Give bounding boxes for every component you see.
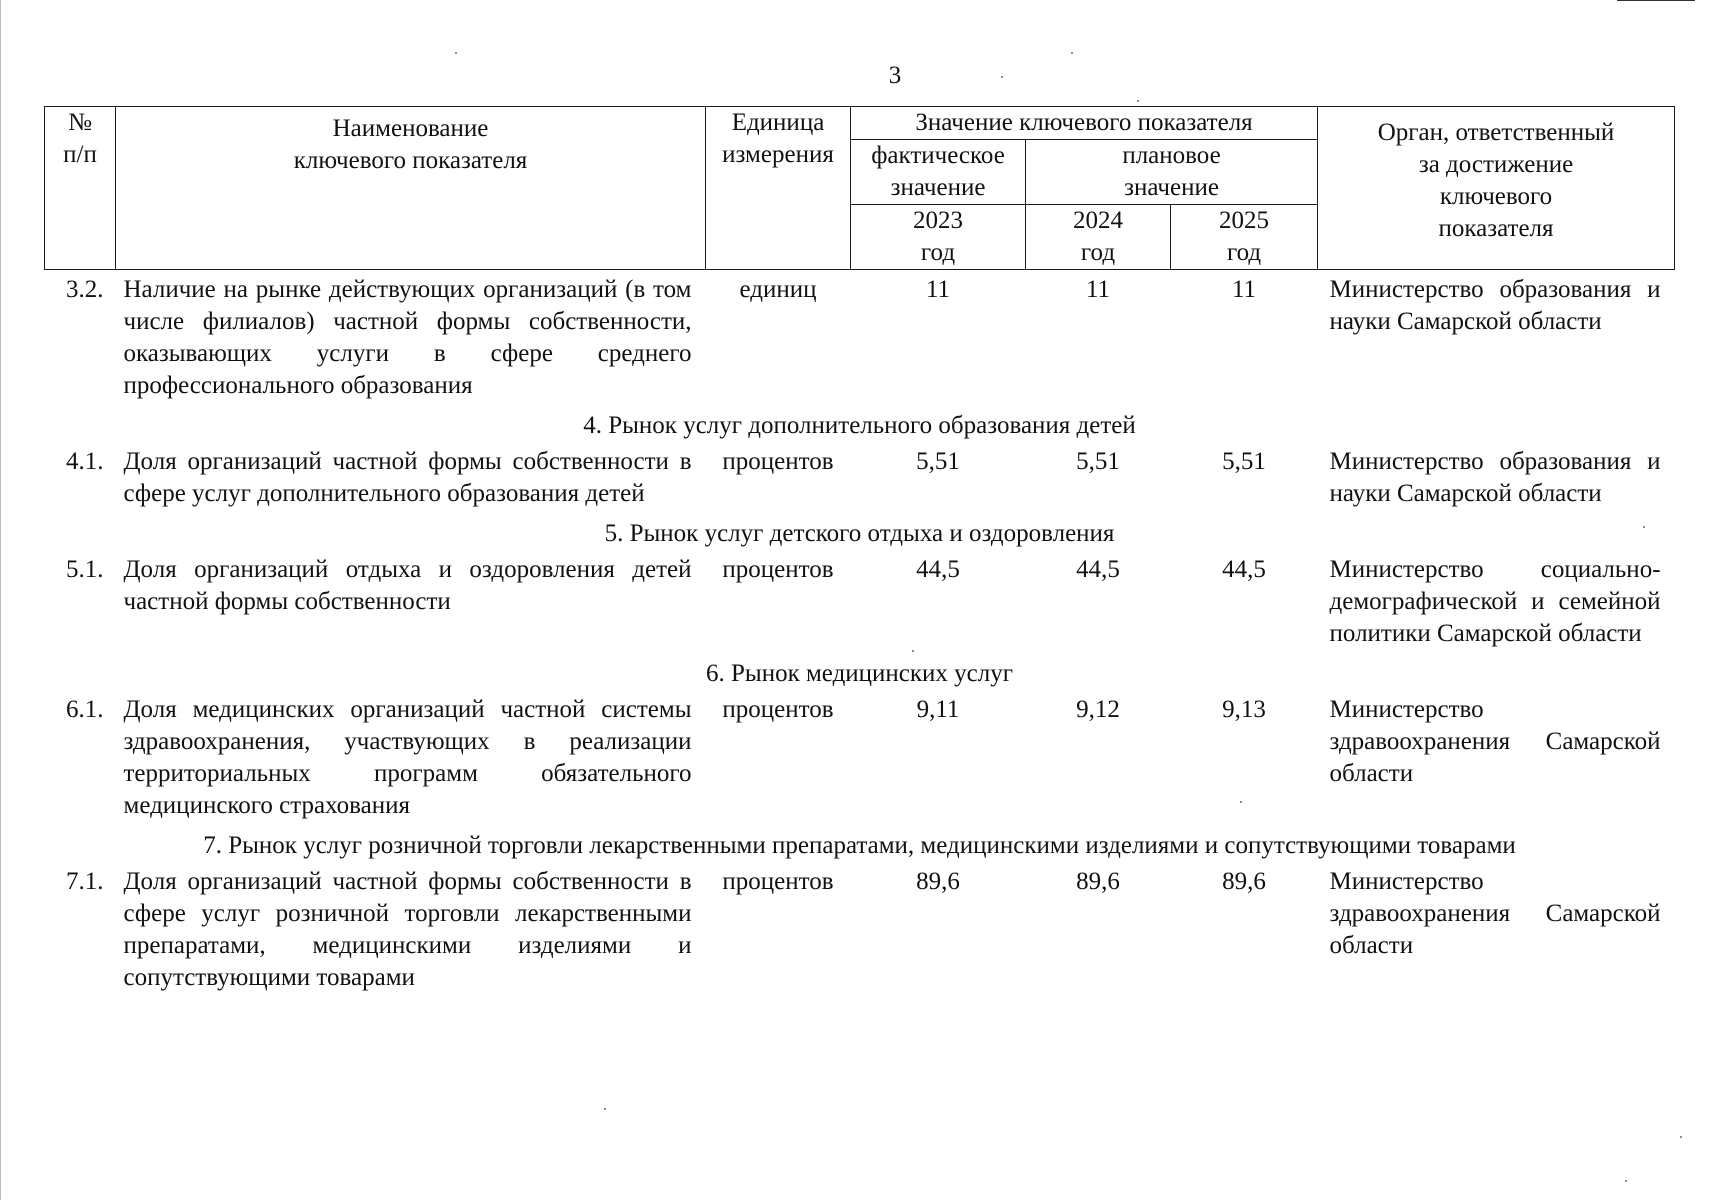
- header-value-group: Значение ключевого показателя: [851, 107, 1318, 140]
- row-value-2023: 11: [925, 276, 951, 303]
- header-number: № п/п: [45, 107, 116, 270]
- scan-speck: [604, 1108, 606, 1110]
- scan-speck: [1240, 801, 1242, 803]
- header-year-2023: 2023 год: [851, 205, 1026, 270]
- row-number: 6.1.: [66, 696, 104, 723]
- row-value-2023: 89,6: [916, 868, 960, 895]
- header-fact-value: фактическое значение: [851, 140, 1026, 205]
- row-value-2024: 89,6: [1076, 868, 1120, 895]
- table-header: [45, 107, 1675, 270]
- row-unit: процентов: [722, 696, 834, 723]
- row-value-2023: 9,11: [916, 696, 960, 723]
- row-unit: процентов: [722, 868, 834, 895]
- table-row: [45, 862, 1675, 1000]
- row-number: 7.1.: [66, 868, 104, 895]
- row-indicator-name: Наличие на рынке действующих организаций (в том числе филиалов) частной формы собственности, оказывающих услуги в сфере среднего профессионального образования: [123, 276, 692, 399]
- scan-speck: [1071, 52, 1073, 54]
- row-value-2024: 11: [1085, 276, 1111, 303]
- header-unit: Единица измерения: [706, 107, 851, 270]
- key-indicators-table: [44, 106, 1675, 1000]
- header-plan-value: плановое значение: [1026, 140, 1318, 205]
- header-year-2025: 2025 год: [1171, 205, 1318, 270]
- row-responsible-org: Министерство здравоохранения Самарской области: [1329, 868, 1661, 959]
- row-value-2024: 44,5: [1076, 556, 1120, 583]
- table-row: [45, 550, 1675, 656]
- row-value-2025: 89,6: [1222, 868, 1266, 895]
- row-indicator-name: Доля организаций частной формы собственности в сфере услуг дополнительного образования детей: [123, 448, 692, 507]
- row-unit: единиц: [739, 276, 817, 303]
- row-value-2025: 11: [1231, 276, 1257, 303]
- row-value-2023: 44,5: [916, 556, 960, 583]
- row-responsible-org: Министерство здравоохранения Самарской области: [1329, 696, 1661, 787]
- row-indicator-name: Доля медицинских организаций частной системы здравоохранения, участвующих в реализации территориальных программ обязательного медицинского страхования: [123, 696, 692, 819]
- scan-speck: [455, 52, 457, 54]
- row-number: 5.1.: [66, 556, 104, 583]
- row-indicator-name: Доля организаций частной формы собственности в сфере услуг розничной торговли лекарственными препаратами, медицинскими изделиями и сопутствующими товарами: [123, 868, 692, 991]
- row-number: 4.1.: [66, 448, 104, 475]
- row-value-2024: 9,12: [1076, 696, 1120, 723]
- scan-speck: [1137, 100, 1139, 102]
- table-row: [45, 442, 1675, 516]
- row-value-2025: 44,5: [1222, 556, 1266, 583]
- page-number: 3: [888, 62, 902, 89]
- scan-speck: [1680, 1136, 1682, 1138]
- scan-left-edge: [0, 0, 1, 1200]
- section-heading: 6. Рынок медицинских услуг: [706, 660, 1013, 687]
- scan-speck: [912, 650, 914, 652]
- row-responsible-org: Министерство социально-демографической и семейной политики Самарской области: [1329, 556, 1661, 647]
- header-indicator-name: Наименование ключевого показателя: [116, 107, 706, 270]
- row-value-2024: 5,51: [1076, 448, 1120, 475]
- table-row: [45, 690, 1675, 828]
- row-unit: процентов: [722, 448, 834, 475]
- row-value-2025: 5,51: [1222, 448, 1266, 475]
- header-responsible-org: Орган, ответственный за достижение ключевого показателя: [1318, 107, 1675, 270]
- row-responsible-org: Министерство образования и науки Самарской области: [1329, 448, 1661, 507]
- table-row: [45, 270, 1675, 409]
- scan-speck: [1625, 1180, 1627, 1182]
- row-value-2023: 5,51: [916, 448, 960, 475]
- scan-speck: [1643, 526, 1645, 528]
- header-year-2024: 2024 год: [1026, 205, 1171, 270]
- section-heading: 7. Рынок услуг розничной торговли лекарственными препаратами, медицинскими изделиями и сопутствующими товарами: [203, 832, 1516, 859]
- row-value-2025: 9,13: [1222, 696, 1266, 723]
- table-body: [45, 270, 1675, 1001]
- row-indicator-name: Доля организаций отдыха и оздоровления детей частной формы собственности: [123, 556, 692, 615]
- scan-speck: [1001, 76, 1003, 78]
- row-responsible-org: Министерство образования и науки Самарской области: [1329, 276, 1661, 335]
- section-heading: 4. Рынок услуг дополнительного образования детей: [583, 412, 1136, 439]
- scan-corner-mark: [1617, 0, 1695, 1]
- row-number: 3.2.: [66, 276, 104, 303]
- section-heading: 5. Рынок услуг детского отдыха и оздоровления: [604, 520, 1115, 547]
- row-unit: процентов: [722, 556, 834, 583]
